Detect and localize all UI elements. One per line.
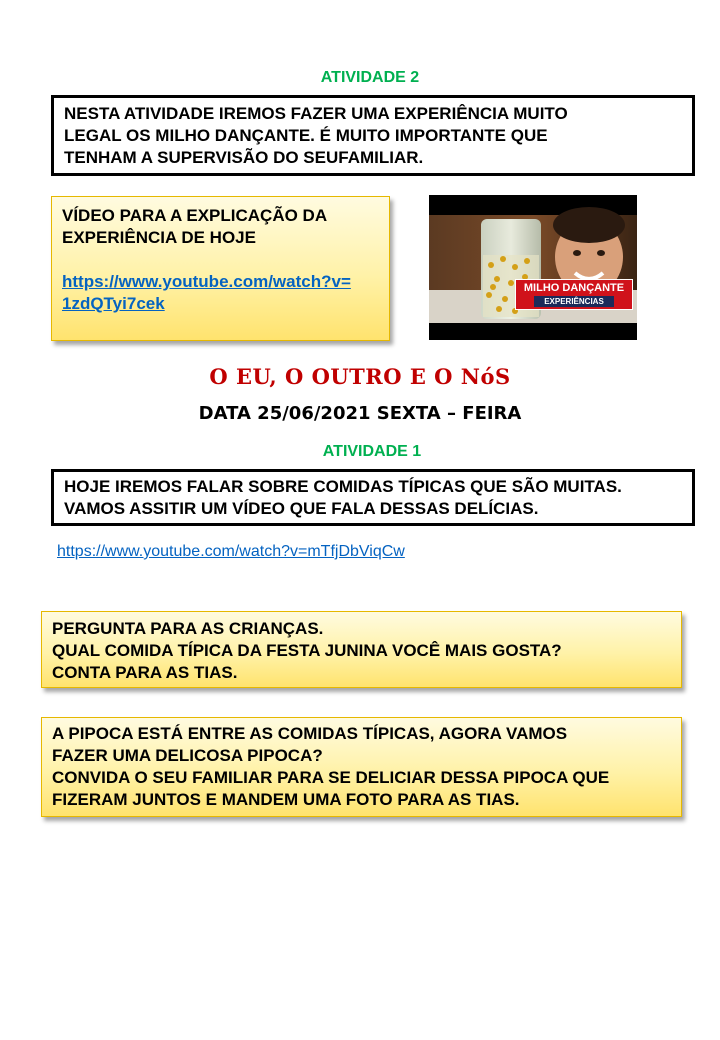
link-line: https://www.youtube.com/watch?v= xyxy=(62,272,351,291)
thumbnail-image xyxy=(429,195,637,340)
activity-2-line: LEGAL OS MILHO DANÇANTE. É MUITO IMPORTANTE QUE xyxy=(64,126,548,145)
section-title: O EU, O OUTRO E O NóS xyxy=(209,364,511,389)
spacer xyxy=(62,249,379,271)
question-line: QUAL COMIDA TÍPICA DA FESTA JUNINA VOCÊ MAIS GOSTA? xyxy=(52,641,562,660)
activity-1-description xyxy=(51,469,695,526)
question-box xyxy=(41,611,682,688)
question-line: CONTA PARA AS TIAS. xyxy=(52,663,238,682)
popcorn-line: A PIPOCA ESTÁ ENTRE AS COMIDAS TÍPICAS, AGORA VAMOS xyxy=(52,724,568,743)
video-box-line: VÍDEO PARA A EXPLICAÇÃO DA xyxy=(62,206,328,225)
activity-1-heading: ATIVIDADE 1 xyxy=(322,443,422,460)
popcorn-line: FAZER UMA DELICOSA PIPOCA? xyxy=(52,746,323,765)
video-explanation-box xyxy=(51,196,390,341)
video-box-line: EXPERIÊNCIA DE HOJE xyxy=(62,228,256,247)
popcorn-line: CONVIDA O SEU FAMILIAR PARA SE DELICIAR DESSA PIPOCA QUE xyxy=(52,768,610,787)
activity-2-description xyxy=(51,95,695,176)
popcorn-box xyxy=(41,717,682,817)
activity-2-heading: ATIVIDADE 2 xyxy=(320,69,420,86)
thumbnail-label xyxy=(515,279,633,310)
popcorn-line: FIZERAM JUNTOS E MANDEM UMA FOTO PARA AS TIAS. xyxy=(52,790,520,809)
activity-1-line: VAMOS ASSITIR UM VÍDEO QUE FALA DESSAS DELÍCIAS. xyxy=(64,499,539,518)
activity-2-line: TENHAM A SUPERVISÃO DO SEUFAMILIAR. xyxy=(64,148,424,167)
thumbnail-subtitle: EXPERIÊNCIAS xyxy=(534,296,614,307)
date-line: DATA 25/06/2021 SEXTA – FEIRA xyxy=(198,403,522,424)
thumbnail-title: MILHO DANÇANTE xyxy=(523,282,625,294)
typical-foods-video-link[interactable]: https://www.youtube.com/watch?v=mTfjDbViqCw xyxy=(57,543,405,560)
activity-2-line: NESTA ATIVIDADE IREMOS FAZER UMA EXPERIÊNCIA MUITO xyxy=(64,104,568,123)
link-line: 1zdQTyi7cek xyxy=(62,294,165,313)
activity-1-line: HOJE IREMOS FALAR SOBRE COMIDAS TÍPICAS QUE SÃO MUITAS. xyxy=(64,477,622,496)
question-line: PERGUNTA PARA AS CRIANÇAS. xyxy=(52,619,324,638)
experiment-video-link[interactable] xyxy=(62,271,379,315)
video-thumbnail[interactable] xyxy=(429,195,637,340)
